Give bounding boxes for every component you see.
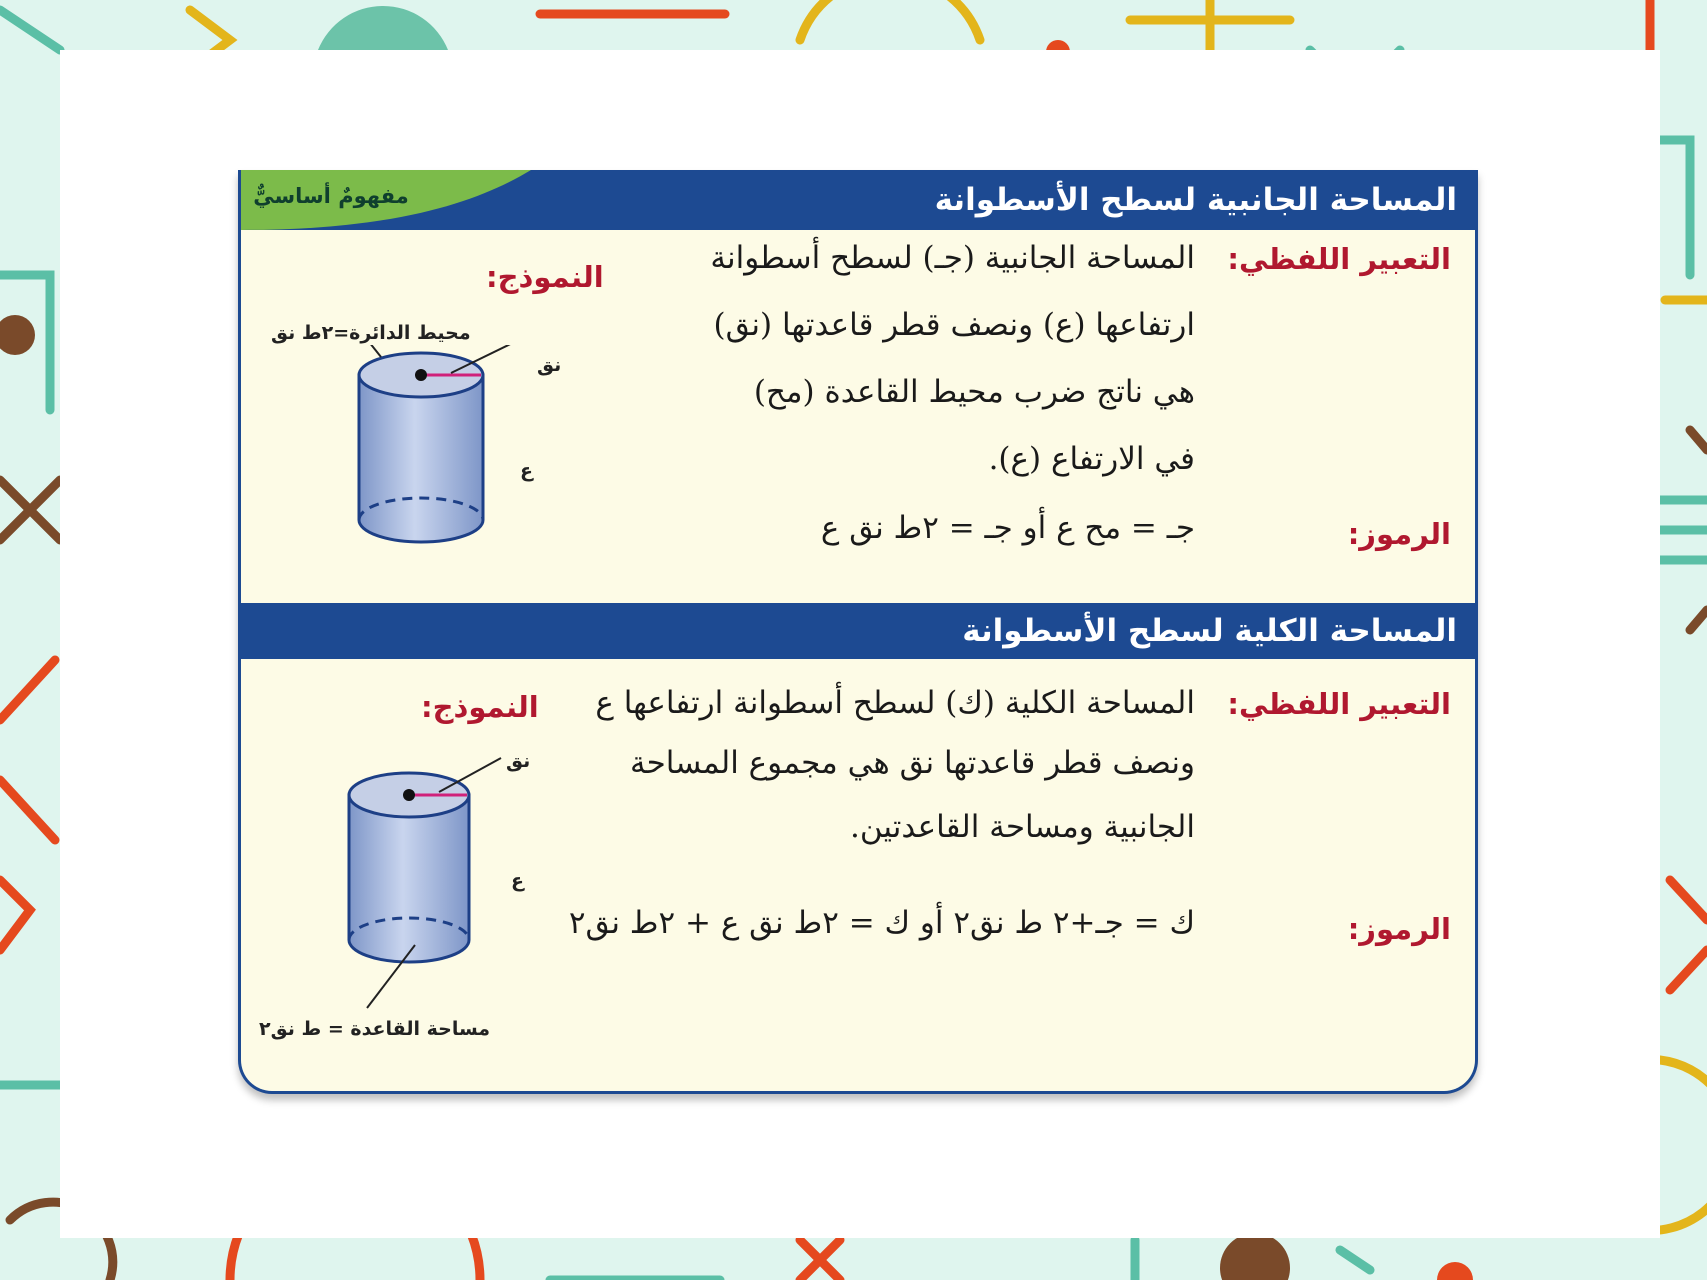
concept-card <box>238 170 1478 1094</box>
lateral-cylinder-figure <box>341 345 541 560</box>
total-symbols-formula: ك = جـ+٢ ط نق٢ أو ك = ٢ط نق ع + ٢ط نق٢ <box>568 905 1195 941</box>
total-fig-radius: نق <box>506 750 531 772</box>
total-model-label: النموذج: <box>421 690 539 724</box>
lateral-model-label: النموذج: <box>486 260 604 294</box>
lateral-fig-radius: نق <box>537 354 562 376</box>
total-verbal-line: الجانبية ومساحة القاعدتين. <box>849 809 1195 845</box>
total-verbal-text <box>555 685 1195 885</box>
total-cylinder-figure <box>331 750 521 1020</box>
total-verbal-line: ونصف قطر قاعدتها نق هي مجموع المساحة <box>629 745 1195 781</box>
total-fig-base-area: مساحة القاعدة = ط نق٢ <box>259 1018 491 1040</box>
total-verbal-label: التعبير اللفظي: <box>1227 687 1451 721</box>
total-symbols-label: الرموز: <box>1347 912 1451 946</box>
lateral-verbal-line: المساحة الجانبية (جـ) لسطح أسطوانة <box>710 240 1195 276</box>
lateral-verbal-line: في الارتفاع (ع). <box>988 441 1195 477</box>
lateral-area-title: المساحة الجانبية لسطح الأسطوانة <box>241 170 1478 230</box>
lateral-verbal-line: ارتفاعها (ع) ونصف قطر قاعدتها (نق) <box>713 307 1195 343</box>
lateral-symbols-formula: جـ = مح ع أو جـ = ٢ط نق ع <box>820 510 1195 546</box>
lateral-fig-circumference: محيط الدائرة=٢ط نق <box>271 322 471 344</box>
lateral-fig-height: ع <box>520 460 533 482</box>
key-concept-badge: مفهومٌ أساسيٌّ <box>253 184 409 208</box>
lateral-symbols-label: الرموز: <box>1347 517 1451 551</box>
lateral-verbal-line: هي ناتج ضرب محيط القاعدة (مح) <box>753 374 1195 410</box>
lateral-verbal-label: التعبير اللفظي: <box>1227 242 1451 276</box>
total-verbal-line: المساحة الكلية (ك) لسطح أسطوانة ارتفاعها ع <box>595 685 1195 721</box>
lateral-verbal-text <box>555 240 1195 520</box>
total-area-title: المساحة الكلية لسطح الأسطوانة <box>241 603 1478 659</box>
total-fig-height: ع <box>511 870 524 892</box>
